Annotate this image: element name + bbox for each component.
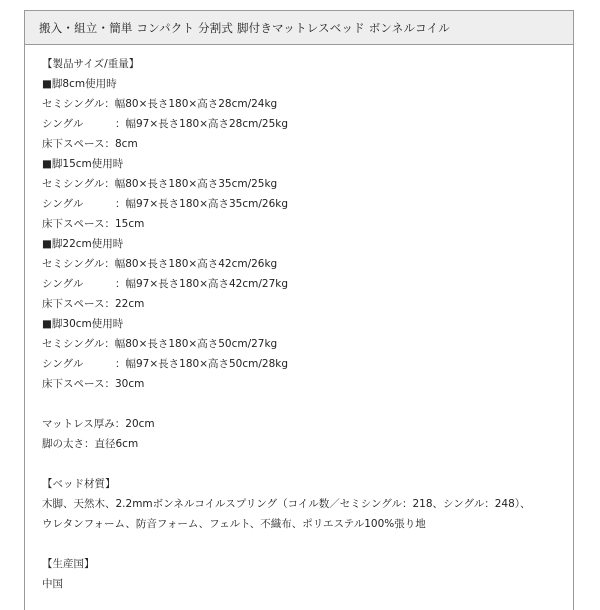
floor-space-value: 8cm bbox=[114, 138, 138, 150]
single-separator: ： bbox=[115, 278, 126, 290]
single-spec bbox=[42, 114, 573, 134]
single-spec bbox=[42, 354, 573, 374]
spec-content bbox=[25, 45, 573, 594]
single-label: シングル bbox=[42, 278, 84, 290]
floor-space-value: 22cm bbox=[114, 298, 145, 310]
spacer bbox=[42, 454, 573, 474]
floor-space-spec bbox=[42, 134, 573, 154]
floor-space-spec bbox=[42, 214, 573, 234]
semi-single-value: 幅80×長さ180×高さ42cm/26kg bbox=[114, 258, 278, 270]
single-value: 幅97×長さ180×高さ42cm/27kg bbox=[125, 278, 289, 290]
floor-space-value: 15cm bbox=[114, 218, 145, 230]
origin-section-label: 【生産国】 bbox=[42, 558, 95, 570]
product-title: 搬入・組立・簡単 コンパクト 分割式 脚付きマットレスベッド ボンネルコイル bbox=[39, 20, 450, 35]
semi-single-label: セミシングル： bbox=[42, 98, 115, 110]
spec-panel bbox=[24, 10, 574, 610]
floor-space-spec bbox=[42, 374, 573, 394]
floor-space-label: 床下スペース： bbox=[42, 298, 115, 310]
size-weight-section-label: 【製品サイズ/重量】 bbox=[42, 58, 140, 70]
leg-group-label: ■脚15cm使用時 bbox=[42, 158, 124, 170]
floor-space-label: 床下スペース： bbox=[42, 378, 115, 390]
single-label: シングル bbox=[42, 358, 84, 370]
floor-space-label: 床下スペース： bbox=[42, 138, 115, 150]
semi-single-value: 幅80×長さ180×高さ35cm/25kg bbox=[114, 178, 278, 190]
floor-space-value: 30cm bbox=[114, 378, 145, 390]
origin-value: 中国 bbox=[42, 578, 63, 590]
single-label: シングル bbox=[42, 118, 84, 130]
semi-single-spec bbox=[42, 174, 573, 194]
semi-single-label: セミシングル： bbox=[42, 338, 115, 350]
material-section-label: 【ベッド材質】 bbox=[42, 478, 116, 490]
single-spec bbox=[42, 194, 573, 214]
single-spec bbox=[42, 274, 573, 294]
semi-single-value: 幅80×長さ180×高さ28cm/24kg bbox=[114, 98, 278, 110]
leg-group-label: ■脚8cm使用時 bbox=[42, 78, 117, 90]
single-separator: ： bbox=[115, 198, 126, 210]
single-value: 幅97×長さ180×高さ28cm/25kg bbox=[125, 118, 289, 130]
single-separator: ： bbox=[115, 118, 126, 130]
semi-single-label: セミシングル： bbox=[42, 178, 115, 190]
single-separator: ： bbox=[115, 358, 126, 370]
material-line-2: ウレタンフォーム、防音フォーム、フェルト、不織布、ポリエステル100%張り地 bbox=[42, 518, 426, 530]
single-value: 幅97×長さ180×高さ50cm/28kg bbox=[125, 358, 289, 370]
semi-single-spec bbox=[42, 94, 573, 114]
spacer bbox=[42, 534, 573, 554]
leg-group-label: ■脚22cm使用時 bbox=[42, 238, 124, 250]
semi-single-value: 幅80×長さ180×高さ50cm/27kg bbox=[114, 338, 278, 350]
spacer bbox=[42, 394, 573, 414]
semi-single-label: セミシングル： bbox=[42, 258, 115, 270]
semi-single-spec bbox=[42, 334, 573, 354]
leg-group-label: ■脚30cm使用時 bbox=[42, 318, 124, 330]
semi-single-spec bbox=[42, 254, 573, 274]
single-label: シングル bbox=[42, 198, 84, 210]
mattress-thickness: マットレス厚み：20cm bbox=[42, 418, 155, 430]
material-line-1: 木脚、天然木、2.2mmボンネルコイルスプリング（コイル数／セミシングル：218、シングル：248）、 bbox=[42, 498, 531, 510]
spec-header bbox=[25, 11, 573, 45]
single-value: 幅97×長さ180×高さ35cm/26kg bbox=[125, 198, 289, 210]
leg-groups bbox=[42, 74, 573, 394]
floor-space-label: 床下スペース： bbox=[42, 218, 115, 230]
floor-space-spec bbox=[42, 294, 573, 314]
leg-thickness: 脚の太さ：直径6cm bbox=[42, 438, 139, 450]
